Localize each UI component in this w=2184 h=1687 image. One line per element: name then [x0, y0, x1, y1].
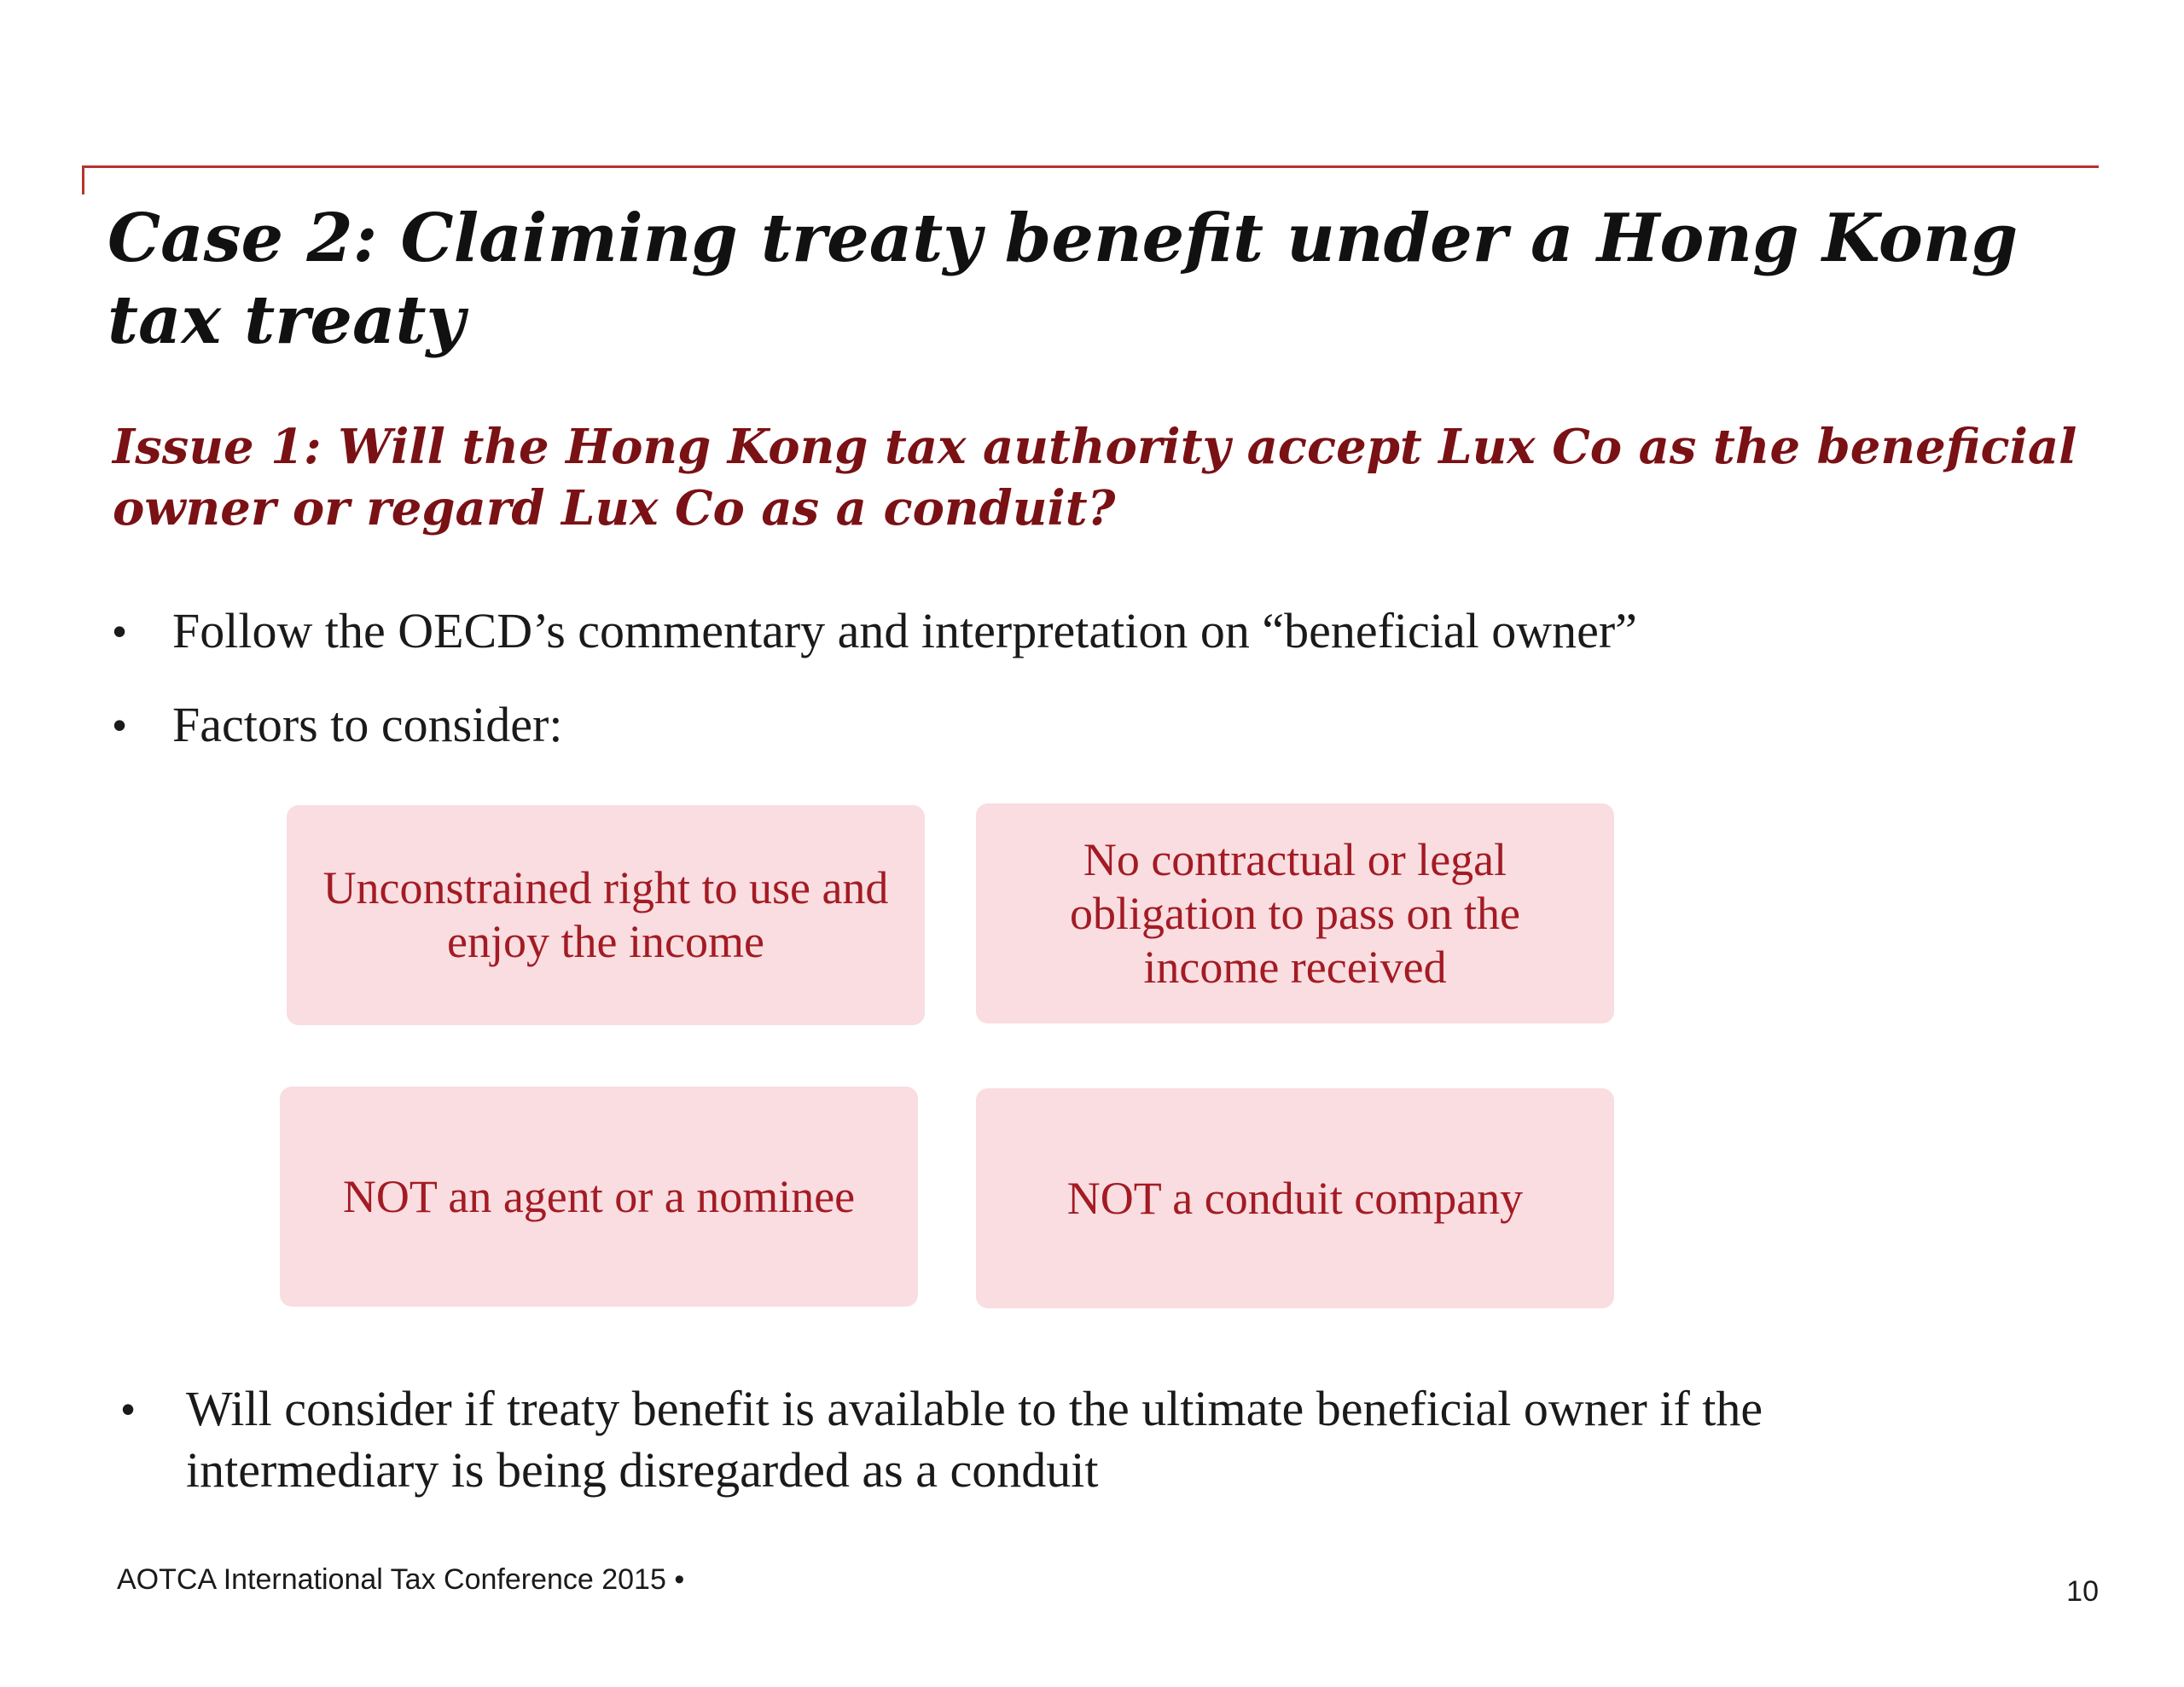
bullet-marker: •	[121, 1387, 136, 1431]
factor-text: NOT a conduit company	[1066, 1172, 1524, 1224]
factor-box-not-conduit	[976, 1088, 1614, 1308]
footer-conference-label: AOTCA International Tax Conference 2015 •	[117, 1563, 685, 1596]
bullet-marker: •	[113, 609, 127, 653]
bullet-text: Factors to consider:	[172, 697, 563, 752]
bullet-text: Will consider if treaty benefit is available to the ultimate beneficial owner if the intermediary is being disregarded as a conduit	[186, 1381, 1763, 1498]
slide-title: Case 2: Claiming treaty benefit under a Hong Kong tax treaty	[107, 200, 2018, 359]
factor-box-no-obligation	[976, 803, 1614, 1023]
bullet-oecd-commentary	[113, 600, 2075, 662]
bullet-marker: •	[113, 703, 127, 747]
factor-text: No contractual or legal obligation to pass on the income received	[1070, 833, 1520, 993]
page-number: 10	[2066, 1575, 2099, 1608]
factor-box-unconstrained-right	[287, 805, 925, 1025]
factor-box-not-agent	[280, 1087, 918, 1307]
title-corner-mark	[82, 165, 84, 194]
title-divider-line	[82, 165, 2099, 168]
factor-text: Unconstrained right to use and enjoy the income	[322, 862, 889, 967]
issue-subtitle: Issue 1: Will the Hong Kong tax authority accept Lux Co as the beneficial owner or regard Lux Co as a conduit?	[113, 419, 2077, 536]
bullet-factors-heading	[113, 694, 2075, 756]
factor-text: NOT an agent or a nominee	[342, 1170, 856, 1222]
bullet-ultimate-beneficial-owner	[121, 1378, 2083, 1501]
bullet-text: Follow the OECD’s commentary and interpretation on “beneficial owner”	[172, 603, 1637, 658]
